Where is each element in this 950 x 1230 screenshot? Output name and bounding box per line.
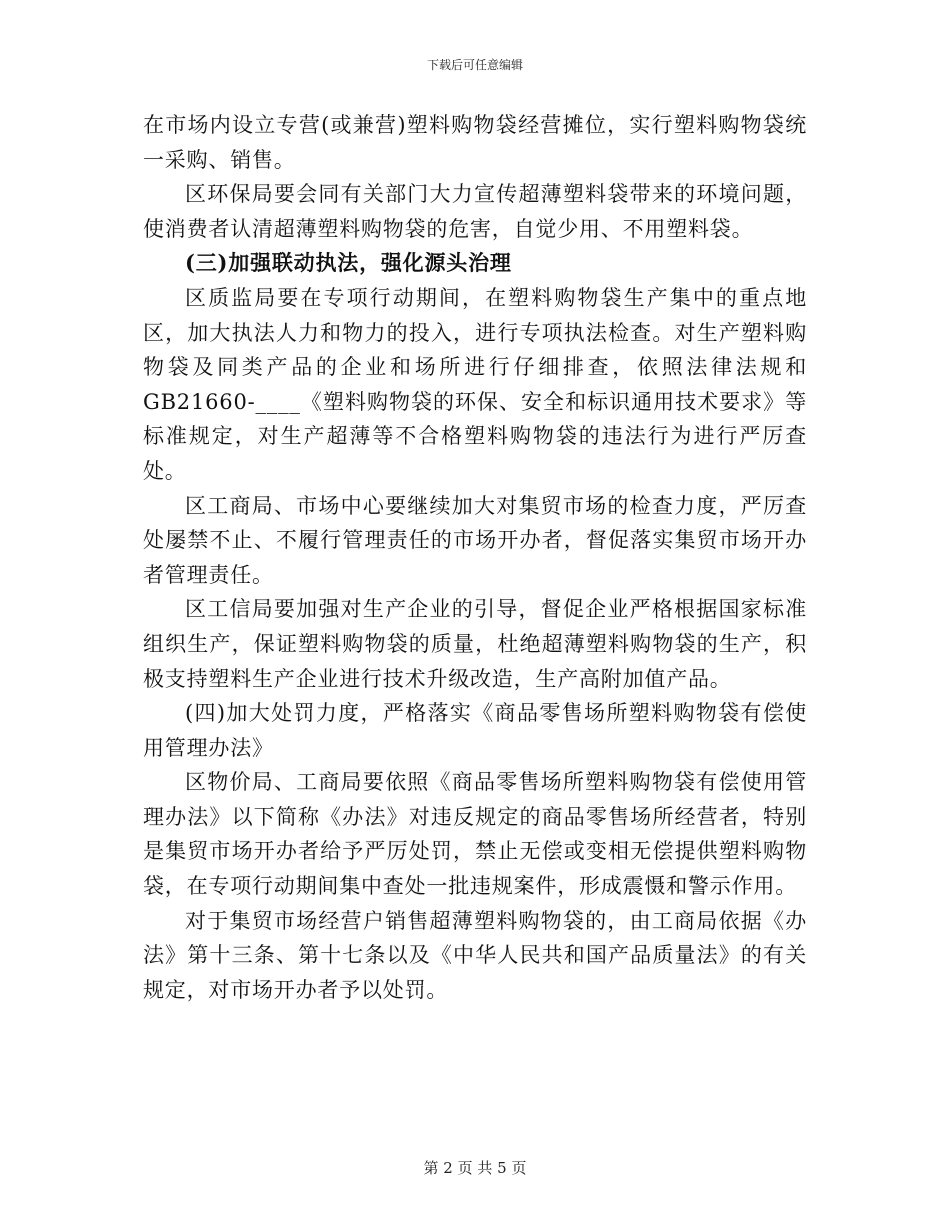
section-heading-3: (三)加强联动执法，强化源头治理 (185, 250, 512, 276)
paragraph-quality-bureau: 区质监局要在专项行动期间，在塑料购物袋生产集中的重点地区，加大执法人力和物力的投入，进行专项执法检查。对生产塑料购物袋及同类产品的企业和场所进行仔细排查，依照法律法规和GB21660-____《塑料购物袋的环保、安全和标识通用技术要求》等标准规定，对生产超薄等不合格塑料购物袋的违法行为进行严厉查处。 (143, 285, 807, 483)
paragraph-environment-bureau: 区环保局要会同有关部门大力宣传超薄塑料袋带来的环境问题，使消费者认清超薄塑料购物袋的危害，自觉少用、不用塑料袋。 (143, 182, 807, 241)
paragraph-commerce-bureau: 区工商局、市场中心要继续加大对集贸市场的检查力度，严厉查处屡禁不止、不履行管理责任的市场开办者，督促落实集贸市场开办者管理责任。 (143, 493, 807, 587)
document-body (143, 108, 807, 1007)
paragraph-price-bureau: 区物价局、工商局要依照《商品零售场所塑料购物袋有偿使用管理办法》以下简称《办法》对违反规定的商品零售场所经营者，特别是集贸市场开办者给予严厉处罚，禁止无偿或变相无偿提供塑料购物袋，在专项行动期间集中查处一批违规案件，形成震慑和警示作用。 (143, 770, 807, 899)
section-heading-4: (四)加大处罚力度，严格落实《商品零售场所塑料购物袋有偿使用管理办法》 (143, 701, 807, 760)
paragraph-penalty: 对于集贸市场经营户销售超薄塑料购物袋的，由工商局依据《办法》第十三条、第十七条以及《中华人民共和国产品质量法》的有关规定，对市场开办者予以处罚。 (143, 908, 807, 1002)
paragraph-industry-bureau: 区工信局要加强对生产企业的引导，督促企业严格根据国家标准组织生产，保证塑料购物袋的质量，杜绝超薄塑料购物袋的生产，积极支持塑料生产企业进行技术升级改造，生产高附加值产品。 (143, 597, 807, 691)
page-number-footer: 第 2 页 共 5 页 (423, 1159, 527, 1177)
paragraph-stall-setup: 在市场内设立专营(或兼营)塑料购物袋经营摊位，实行塑料购物袋统一采购、销售。 (143, 113, 807, 172)
page-header: 下载后可任意编辑 (426, 58, 523, 72)
